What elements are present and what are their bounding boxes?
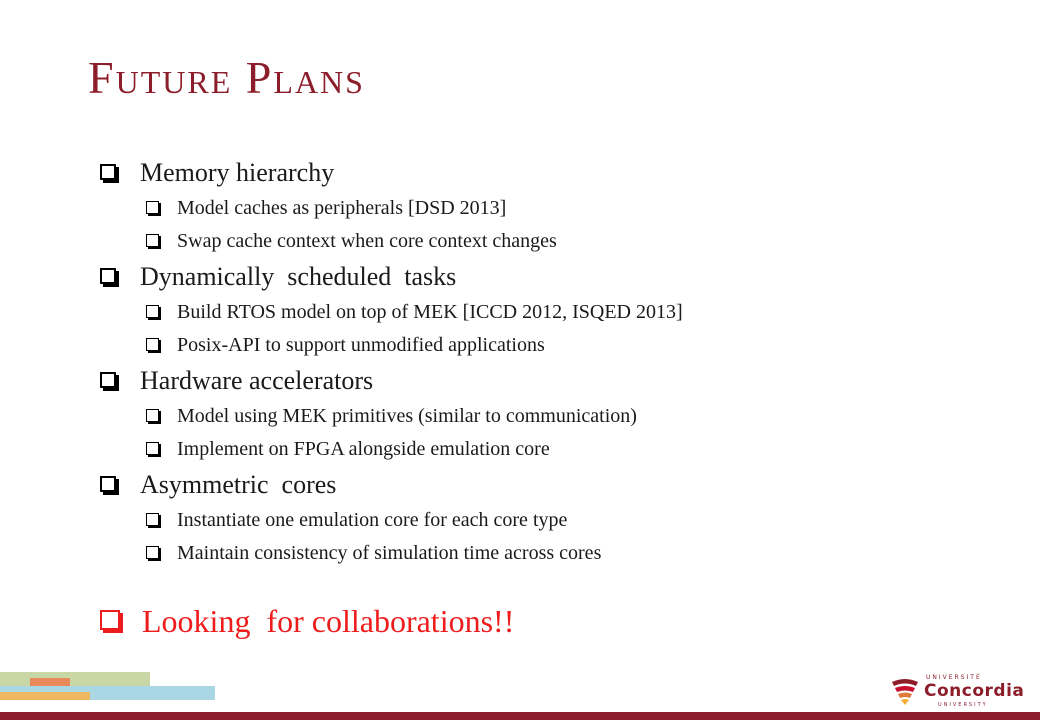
checkbox-bullet-icon <box>146 201 159 214</box>
sub-bullet-text: Swap cache context when core context changes <box>177 230 557 252</box>
checkbox-bullet-icon <box>100 610 120 630</box>
concordia-crest-icon <box>890 678 920 706</box>
sub-bullet <box>100 296 1000 329</box>
checkbox-bullet-icon <box>146 513 159 526</box>
sub-bullet <box>100 225 1000 258</box>
bullet-text: Hardware accelerators <box>140 366 374 395</box>
sub-bullet <box>100 537 1000 570</box>
footer-band-orange <box>30 678 70 686</box>
sub-bullet <box>100 192 1000 225</box>
sub-bullet-text: Implement on FPGA alongside emulation core <box>177 438 550 460</box>
bullet-text: Asymmetric cores <box>140 470 337 499</box>
sub-bullet-text: Model caches as peripherals [DSD 2013] <box>177 197 507 219</box>
bullet-collaborations <box>100 598 1000 644</box>
footer-bar <box>0 712 1040 720</box>
bullet-hardware-accelerators <box>100 362 1000 400</box>
sub-bullet <box>100 329 1000 362</box>
sub-bullet <box>100 433 1000 466</box>
sub-bullet-text: Model using MEK primitives (similar to communication) <box>177 405 637 427</box>
logo-bottom-text: UNIVERSITY <box>938 702 988 708</box>
footer-band-green <box>0 672 150 686</box>
logo-top-text: UNIVERSITÉ <box>926 674 982 681</box>
slide-title: Future Plans <box>88 52 365 103</box>
sub-bullet <box>100 504 1000 537</box>
bullet-list <box>100 154 1000 644</box>
logo-name: Concordia <box>924 681 1025 701</box>
checkbox-bullet-icon <box>146 305 159 318</box>
footer-band-yellow <box>0 692 90 700</box>
sub-bullet-text: Build RTOS model on top of MEK [ICCD 2012, ISQED 2013] <box>177 301 683 323</box>
checkbox-bullet-icon <box>100 372 116 388</box>
sub-bullet-text: Maintain consistency of simulation time across cores <box>177 542 602 564</box>
sub-bullet-text: Posix-API to support unmodified applications <box>177 334 545 356</box>
checkbox-bullet-icon <box>146 442 159 455</box>
concordia-logo <box>890 672 1025 710</box>
spacer <box>100 570 1000 598</box>
sub-bullet <box>100 400 1000 433</box>
bullet-text: Dynamically scheduled tasks <box>140 262 457 291</box>
bullet-memory-hierarchy <box>100 154 1000 192</box>
checkbox-bullet-icon <box>100 164 116 180</box>
checkbox-bullet-icon <box>146 409 159 422</box>
checkbox-bullet-icon <box>146 338 159 351</box>
highlight-text: Looking for collaborations!! <box>142 602 515 639</box>
checkbox-bullet-icon <box>100 476 116 492</box>
checkbox-bullet-icon <box>100 268 116 284</box>
bullet-text: Memory hierarchy <box>140 158 335 187</box>
sub-bullet-text: Instantiate one emulation core for each core type <box>177 509 568 531</box>
checkbox-bullet-icon <box>146 546 159 559</box>
bullet-dynamic-tasks <box>100 258 1000 296</box>
bullet-asymmetric-cores <box>100 466 1000 504</box>
checkbox-bullet-icon <box>146 234 159 247</box>
